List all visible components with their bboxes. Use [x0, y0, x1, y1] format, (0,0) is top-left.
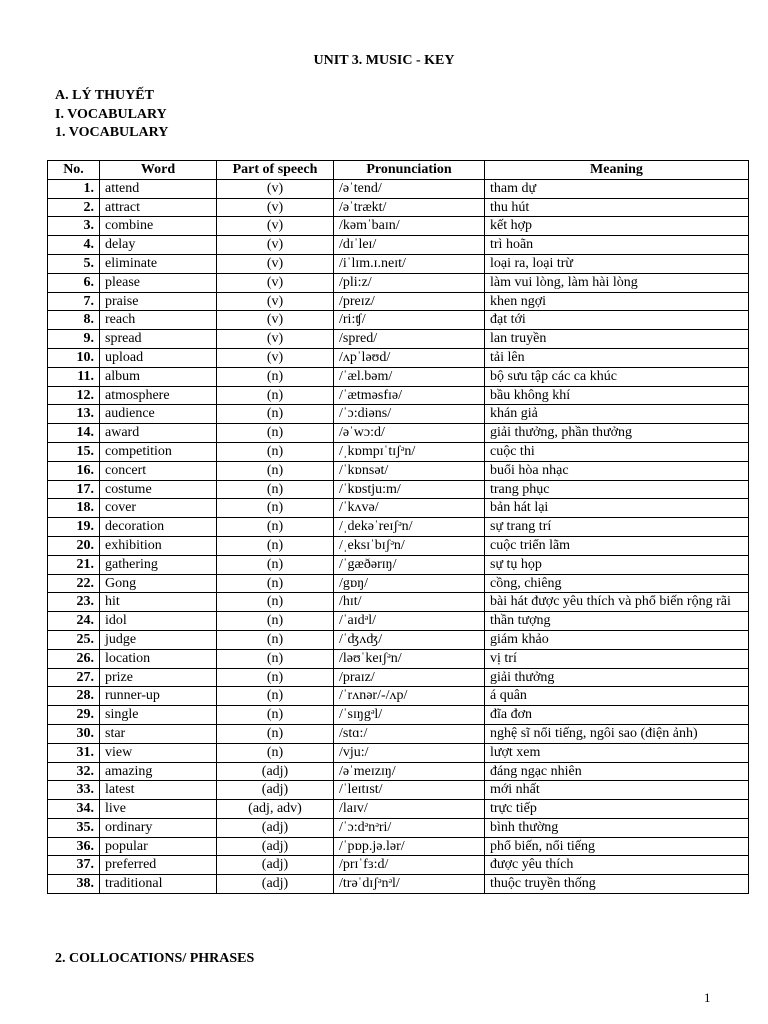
cell-meaning: bộ sưu tập các ca khúc [485, 367, 749, 386]
cell-word: upload [100, 348, 217, 367]
cell-no: 32. [48, 762, 100, 781]
cell-word: live [100, 800, 217, 819]
cell-pronunciation: /ˌkɒmpɪˈtɪʃᵊn/ [334, 442, 485, 461]
cell-part-of-speech: (adj) [217, 818, 334, 837]
cell-part-of-speech: (v) [217, 236, 334, 255]
cell-pronunciation: /ˈɔ:dᵊnᵊri/ [334, 818, 485, 837]
table-row [48, 574, 749, 593]
cell-meaning: khán giả [485, 405, 749, 424]
cell-pronunciation: /ˌeksɪˈbɪʃᵊn/ [334, 536, 485, 555]
section-heading-collocations: 2. COLLOCATIONS/ PHRASES [55, 951, 255, 966]
table-row [48, 536, 749, 555]
cell-no: 22. [48, 574, 100, 593]
cell-pronunciation: /əˈwɔ:d/ [334, 424, 485, 443]
cell-part-of-speech: (n) [217, 630, 334, 649]
table-row [48, 292, 749, 311]
cell-word: audience [100, 405, 217, 424]
table-row [48, 461, 749, 480]
table-row [48, 555, 749, 574]
cell-meaning: mới nhất [485, 781, 749, 800]
cell-no: 30. [48, 724, 100, 743]
cell-word: latest [100, 781, 217, 800]
cell-no: 3. [48, 217, 100, 236]
cell-word: exhibition [100, 536, 217, 555]
cell-pronunciation: /ˈæl.bəm/ [334, 367, 485, 386]
cell-meaning: tải lên [485, 348, 749, 367]
table-header-row [48, 161, 749, 180]
cell-part-of-speech: (adj) [217, 762, 334, 781]
cell-part-of-speech: (n) [217, 518, 334, 537]
cell-no: 20. [48, 536, 100, 555]
cell-meaning: loại ra, loại trừ [485, 254, 749, 273]
cell-no: 23. [48, 593, 100, 612]
cell-meaning: làm vui lòng, làm hài lòng [485, 273, 749, 292]
cell-meaning: giải thưởng, phần thưởng [485, 424, 749, 443]
cell-meaning: bản hát lại [485, 499, 749, 518]
cell-no: 21. [48, 555, 100, 574]
cell-no: 14. [48, 424, 100, 443]
cell-no: 16. [48, 461, 100, 480]
cell-no: 17. [48, 480, 100, 499]
cell-meaning: đĩa đơn [485, 706, 749, 725]
cell-part-of-speech: (n) [217, 461, 334, 480]
table-row [48, 743, 749, 762]
table-row [48, 348, 749, 367]
cell-part-of-speech: (v) [217, 292, 334, 311]
cell-meaning: trì hoãn [485, 236, 749, 255]
table-row [48, 800, 749, 819]
cell-word: combine [100, 217, 217, 236]
cell-no: 27. [48, 668, 100, 687]
cell-meaning: phổ biến, nổi tiếng [485, 837, 749, 856]
cell-meaning: bầu không khí [485, 386, 749, 405]
cell-meaning: giải thưởng [485, 668, 749, 687]
cell-no: 28. [48, 687, 100, 706]
cell-no: 36. [48, 837, 100, 856]
cell-pronunciation: /preɪz/ [334, 292, 485, 311]
cell-word: gathering [100, 555, 217, 574]
cell-no: 33. [48, 781, 100, 800]
cell-meaning: trực tiếp [485, 800, 749, 819]
cell-part-of-speech: (n) [217, 555, 334, 574]
cell-part-of-speech: (v) [217, 179, 334, 198]
cell-pronunciation: /iˈlɪm.ɪ.neɪt/ [334, 254, 485, 273]
cell-pronunciation: /laɪv/ [334, 800, 485, 819]
cell-meaning: đạt tới [485, 311, 749, 330]
table-row [48, 179, 749, 198]
cell-pronunciation: /ˈrʌnər/-/ʌp/ [334, 687, 485, 706]
table-row [48, 668, 749, 687]
cell-no: 29. [48, 706, 100, 725]
cell-word: location [100, 649, 217, 668]
cell-word: spread [100, 330, 217, 349]
cell-pronunciation: /əˈtrækt/ [334, 198, 485, 217]
cell-meaning: lan truyền [485, 330, 749, 349]
cell-word: delay [100, 236, 217, 255]
cell-part-of-speech: (n) [217, 536, 334, 555]
cell-pronunciation: /kəmˈbaɪn/ [334, 217, 485, 236]
table-row [48, 405, 749, 424]
cell-no: 11. [48, 367, 100, 386]
cell-word: prize [100, 668, 217, 687]
cell-meaning: thu hút [485, 198, 749, 217]
cell-word: traditional [100, 875, 217, 894]
cell-meaning: được yêu thích [485, 856, 749, 875]
cell-meaning: khen ngợi [485, 292, 749, 311]
cell-pronunciation: /ʌpˈləʊd/ [334, 348, 485, 367]
section-heading-theory: A. LÝ THUYẾT [55, 88, 154, 103]
cell-meaning: á quân [485, 687, 749, 706]
cell-meaning: sự trang trí [485, 518, 749, 537]
cell-pronunciation: /ˈkɒnsət/ [334, 461, 485, 480]
table-row [48, 311, 749, 330]
table-row [48, 254, 749, 273]
cell-part-of-speech: (n) [217, 386, 334, 405]
header-part-of-speech: Part of speech [217, 161, 334, 180]
cell-pronunciation: /pli:z/ [334, 273, 485, 292]
cell-pronunciation: /prɪˈfɜ:d/ [334, 856, 485, 875]
cell-meaning: buổi hòa nhạc [485, 461, 749, 480]
cell-word: popular [100, 837, 217, 856]
cell-meaning: bài hát được yêu thích và phổ biến rộng rãi [485, 593, 749, 612]
cell-part-of-speech: (n) [217, 724, 334, 743]
cell-pronunciation: /ˈætməsfɪə/ [334, 386, 485, 405]
cell-meaning: trang phục [485, 480, 749, 499]
cell-word: ordinary [100, 818, 217, 837]
table-row [48, 386, 749, 405]
cell-part-of-speech: (n) [217, 367, 334, 386]
cell-word: judge [100, 630, 217, 649]
cell-no: 25. [48, 630, 100, 649]
cell-part-of-speech: (adj) [217, 856, 334, 875]
cell-pronunciation: /ˈkʌvə/ [334, 499, 485, 518]
cell-part-of-speech: (adj) [217, 875, 334, 894]
table-row [48, 367, 749, 386]
cell-part-of-speech: (n) [217, 499, 334, 518]
header-no: No. [48, 161, 100, 180]
header-meaning: Meaning [485, 161, 749, 180]
cell-word: reach [100, 311, 217, 330]
cell-pronunciation: /trəˈdɪʃᵊnᵊl/ [334, 875, 485, 894]
cell-meaning: thuộc truyền thống [485, 875, 749, 894]
cell-pronunciation: /ˈaɪdᵊl/ [334, 612, 485, 631]
cell-word: amazing [100, 762, 217, 781]
cell-part-of-speech: (n) [217, 612, 334, 631]
cell-no: 24. [48, 612, 100, 631]
cell-pronunciation: /hɪt/ [334, 593, 485, 612]
cell-meaning: đáng ngạc nhiên [485, 762, 749, 781]
cell-word: please [100, 273, 217, 292]
cell-no: 19. [48, 518, 100, 537]
cell-pronunciation: /ˈkɒstju:m/ [334, 480, 485, 499]
cell-word: competition [100, 442, 217, 461]
page-number: 1 [704, 990, 711, 1005]
cell-word: attend [100, 179, 217, 198]
cell-part-of-speech: (adj) [217, 781, 334, 800]
table-row [48, 649, 749, 668]
cell-pronunciation: /stɑ:/ [334, 724, 485, 743]
table-row [48, 480, 749, 499]
cell-no: 2. [48, 198, 100, 217]
cell-part-of-speech: (v) [217, 273, 334, 292]
cell-pronunciation: /ˈgæðərɪŋ/ [334, 555, 485, 574]
cell-part-of-speech: (n) [217, 424, 334, 443]
cell-no: 38. [48, 875, 100, 894]
cell-pronunciation: /ləʊˈkeɪʃᵊn/ [334, 649, 485, 668]
table-row [48, 837, 749, 856]
cell-word: decoration [100, 518, 217, 537]
table-row [48, 762, 749, 781]
cell-pronunciation: /əˈtend/ [334, 179, 485, 198]
cell-meaning: lượt xem [485, 743, 749, 762]
table-row [48, 706, 749, 725]
table-row [48, 499, 749, 518]
cell-pronunciation: /ˈʤʌʤ/ [334, 630, 485, 649]
cell-no: 37. [48, 856, 100, 875]
table-row [48, 198, 749, 217]
table-row [48, 442, 749, 461]
cell-part-of-speech: (n) [217, 706, 334, 725]
cell-pronunciation: /ˈɔ:diəns/ [334, 405, 485, 424]
cell-meaning: cuộc triển lãm [485, 536, 749, 555]
cell-pronunciation: /spred/ [334, 330, 485, 349]
cell-pronunciation: /praɪz/ [334, 668, 485, 687]
cell-meaning: cuộc thi [485, 442, 749, 461]
page-title: UNIT 3. MUSIC - KEY [313, 53, 455, 68]
table-row [48, 781, 749, 800]
cell-pronunciation: /ˈsɪŋgᵊl/ [334, 706, 485, 725]
cell-part-of-speech: (n) [217, 480, 334, 499]
table-row [48, 217, 749, 236]
table-row [48, 330, 749, 349]
cell-part-of-speech: (n) [217, 743, 334, 762]
cell-no: 12. [48, 386, 100, 405]
header-word: Word [100, 161, 217, 180]
cell-no: 5. [48, 254, 100, 273]
cell-no: 15. [48, 442, 100, 461]
cell-word: award [100, 424, 217, 443]
cell-no: 34. [48, 800, 100, 819]
cell-no: 13. [48, 405, 100, 424]
cell-meaning: nghệ sĩ nổi tiếng, ngôi sao (điện ảnh) [485, 724, 749, 743]
cell-no: 1. [48, 179, 100, 198]
cell-no: 4. [48, 236, 100, 255]
cell-pronunciation: /əˈmeɪzɪŋ/ [334, 762, 485, 781]
cell-meaning: bình thường [485, 818, 749, 837]
cell-word: cover [100, 499, 217, 518]
table-row [48, 630, 749, 649]
cell-no: 8. [48, 311, 100, 330]
cell-word: runner-up [100, 687, 217, 706]
cell-no: 18. [48, 499, 100, 518]
table-row [48, 424, 749, 443]
cell-pronunciation: /gɒŋ/ [334, 574, 485, 593]
cell-word: album [100, 367, 217, 386]
cell-part-of-speech: (n) [217, 442, 334, 461]
cell-word: eliminate [100, 254, 217, 273]
cell-meaning: tham dự [485, 179, 749, 198]
cell-part-of-speech: (n) [217, 687, 334, 706]
cell-part-of-speech: (adj, adv) [217, 800, 334, 819]
cell-part-of-speech: (adj) [217, 837, 334, 856]
section-heading-vocabulary: I. VOCABULARY [55, 107, 167, 122]
table-row [48, 856, 749, 875]
cell-pronunciation: /ˈpɒp.jə.lər/ [334, 837, 485, 856]
table-row [48, 818, 749, 837]
cell-meaning: cồng, chiêng [485, 574, 749, 593]
cell-no: 26. [48, 649, 100, 668]
cell-word: idol [100, 612, 217, 631]
cell-word: concert [100, 461, 217, 480]
cell-word: preferred [100, 856, 217, 875]
cell-part-of-speech: (n) [217, 649, 334, 668]
cell-word: star [100, 724, 217, 743]
cell-part-of-speech: (n) [217, 668, 334, 687]
cell-word: Gong [100, 574, 217, 593]
cell-no: 6. [48, 273, 100, 292]
cell-word: atmosphere [100, 386, 217, 405]
cell-no: 7. [48, 292, 100, 311]
cell-part-of-speech: (n) [217, 405, 334, 424]
cell-meaning: giám khảo [485, 630, 749, 649]
table-row [48, 612, 749, 631]
cell-word: hit [100, 593, 217, 612]
cell-word: view [100, 743, 217, 762]
cell-part-of-speech: (n) [217, 574, 334, 593]
cell-no: 10. [48, 348, 100, 367]
cell-meaning: thần tượng [485, 612, 749, 631]
cell-word: attract [100, 198, 217, 217]
cell-part-of-speech: (v) [217, 198, 334, 217]
cell-pronunciation: /ri:ʧ/ [334, 311, 485, 330]
cell-pronunciation: /ˌdekəˈreɪʃᵊn/ [334, 518, 485, 537]
cell-pronunciation: /vju:/ [334, 743, 485, 762]
cell-meaning: vị trí [485, 649, 749, 668]
cell-no: 9. [48, 330, 100, 349]
vocabulary-table [47, 160, 749, 894]
table-row [48, 236, 749, 255]
cell-part-of-speech: (v) [217, 330, 334, 349]
cell-part-of-speech: (v) [217, 217, 334, 236]
table-row [48, 687, 749, 706]
cell-word: single [100, 706, 217, 725]
cell-part-of-speech: (n) [217, 593, 334, 612]
cell-no: 31. [48, 743, 100, 762]
cell-meaning: sự tụ họp [485, 555, 749, 574]
cell-meaning: kết hợp [485, 217, 749, 236]
cell-word: costume [100, 480, 217, 499]
header-pronunciation: Pronunciation [334, 161, 485, 180]
table-row [48, 593, 749, 612]
cell-pronunciation: /dɪˈleɪ/ [334, 236, 485, 255]
cell-word: praise [100, 292, 217, 311]
table-row [48, 273, 749, 292]
subsection-heading-vocabulary: 1. VOCABULARY [55, 125, 169, 140]
cell-part-of-speech: (v) [217, 311, 334, 330]
cell-part-of-speech: (v) [217, 348, 334, 367]
cell-part-of-speech: (v) [217, 254, 334, 273]
cell-pronunciation: /ˈleɪtɪst/ [334, 781, 485, 800]
table-body [48, 179, 749, 893]
table-row [48, 518, 749, 537]
table-row [48, 875, 749, 894]
table-row [48, 724, 749, 743]
cell-no: 35. [48, 818, 100, 837]
